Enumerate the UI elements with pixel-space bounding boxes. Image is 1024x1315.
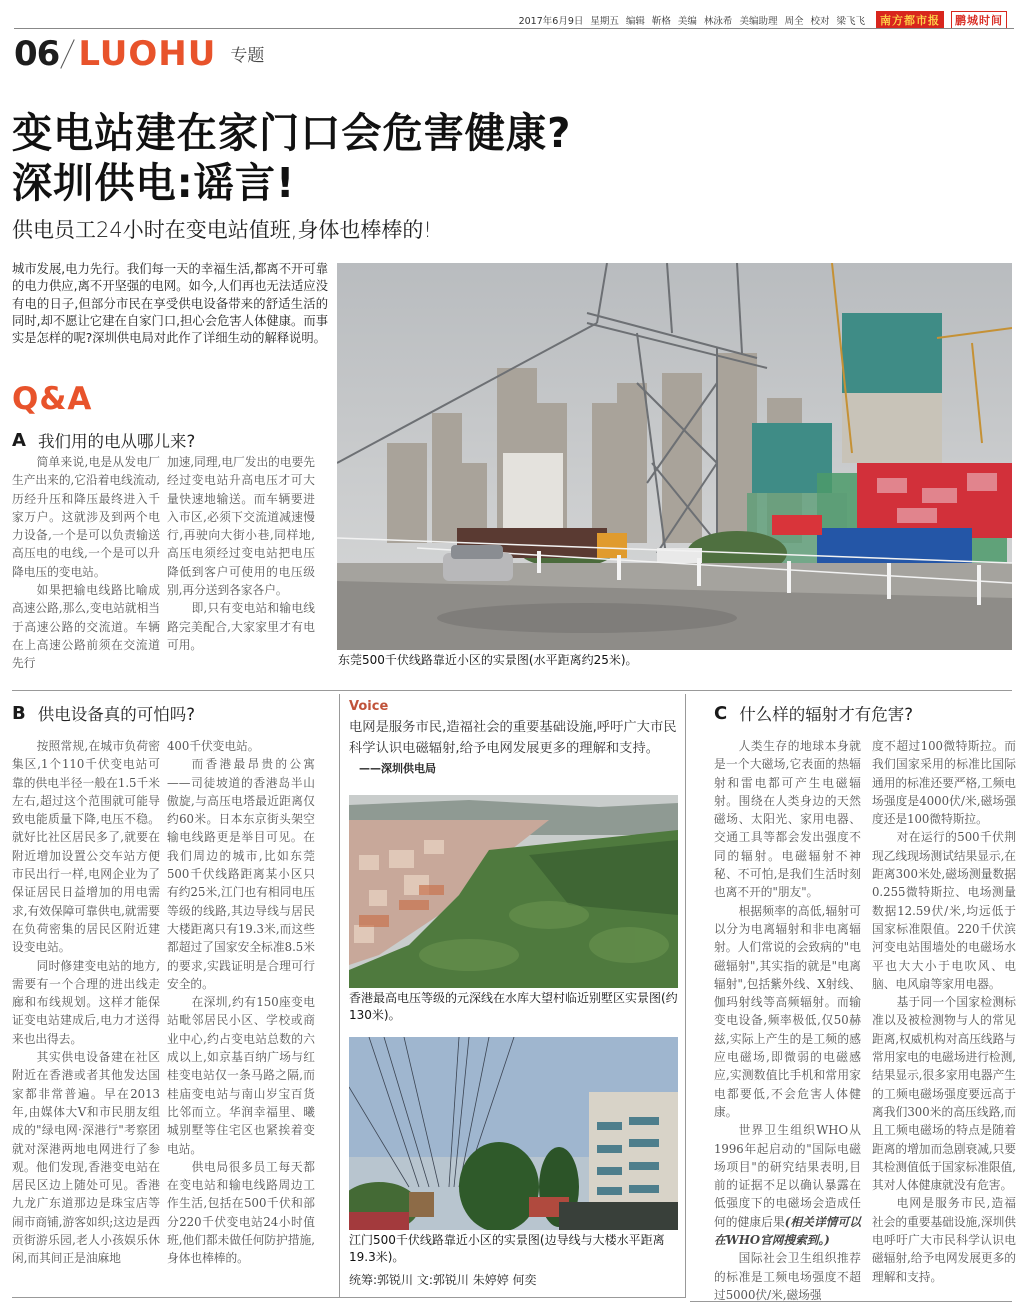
section-letter: B xyxy=(12,702,26,724)
powerlines-apartment-photo xyxy=(349,1037,678,1230)
paragraph: 其实供电设备建在社区附近在香港或者其他发达国家都非常普遍。早在2013年,由媒体大V和市民朋友组成的"绿电网·深港行"考察团就对深港两地电网进行了参观。他们发现,香港变电站在居民区边上随处可见。香港九龙广东道那边是珠宝店等闹市商铺,游客如织;这边是西贡街游乐园,老人小孩娱乐休闲,而其间正是油麻地 xyxy=(12,1050,160,1266)
who-note: (相关详情可以在WHO官网搜索到。) xyxy=(714,1214,861,1248)
paragraph xyxy=(714,1121,861,1249)
hk-photo xyxy=(349,795,678,988)
credit-name: 林泳希 xyxy=(703,16,733,27)
paragraph: 根据频率的高低,辐射可以分为电离辐射和非电离辐射。人们常说的会致病的"电磁辐射",其实指的就是"电离辐射",包括紫外线、X射线、伽玛射线等高频辐射。而输变电设备,频率极低,仅50赫兹,实际上产生的是工频的感应电磁场,即微弱的电磁感应,实测数值比手机和常用家电都要低,不会危害人体健康。 xyxy=(714,903,861,1119)
bottom-rule xyxy=(340,1297,686,1298)
credit-role: 编辑 xyxy=(625,16,645,27)
paragraph: 电网是服务市民,造福社会的重要基础设施,深圳供电呼吁广大市民科学认识电磁辐射,给予电网发展更多的理解和支持。 xyxy=(872,1196,1016,1284)
credit-role: 校对 xyxy=(810,16,830,27)
section-b-column-2 xyxy=(167,737,315,1268)
credit-name: 靳格 xyxy=(651,16,671,27)
jiangmen-photo xyxy=(349,1037,678,1230)
transmission-tower-road-photo xyxy=(337,263,1012,650)
main-photo xyxy=(337,263,1012,650)
section-a-column-2 xyxy=(167,453,315,654)
section-question: 我们用的电从哪儿来? xyxy=(37,432,196,451)
paragraph: 400千伏变电站。 xyxy=(167,739,260,753)
slash-divider xyxy=(61,39,75,68)
paragraph: 简单来说,电是从发电厂生产出来的,它沿着电线流动,历经升压和降压最终进入千家万户。这就涉及到两个电力设备,一个是可以负责输送高压电的电线,一个是可以升降电压的变电站。 xyxy=(12,455,160,579)
supplement-logo: 鹏城时间 xyxy=(951,11,1007,29)
credit-role: 美编助理 xyxy=(739,16,778,27)
voice-quote-text: 电网是服务市民,造福社会的重要基础设施,呼吁广大市民科学认识电磁辐射,给予电网发展更多的理解和支持。 xyxy=(349,720,677,756)
byline: 统筹:郭锐川 文:郭锐川 朱婷婷 何奕 xyxy=(349,1273,537,1287)
paragraph: 人类生存的地球本身就是一个大磁场,它表面的热辐射和雷电都可产生电磁辐射。围绕在人类身边的天然磁场、太阳光、家用电器、交通工具等都会发出强度不同的辐射。电磁辐射不神秘、不可怕,是我们生活时刻也离不开的"朋友"。 xyxy=(714,739,861,900)
paragraph: 如果把输电线路比喻成高速公路,那么,变电站就相当于高速公路的交流道。车辆在上高速公路前须在交流道先行 xyxy=(12,583,160,671)
paragraph: 国际社会卫生组织推荐的标准是工频电场强度不超过5000伏/米,磁场强 xyxy=(714,1251,861,1302)
hk-photo-caption: 香港最高电压等级的元深线在水库大望村临近别墅区实景图(约130米)。 xyxy=(349,991,678,1022)
paragraph: 供电局很多员工每天都在变电站和输电线路周边工作生活,包括在500千伏和部分220千伏变电站24小时值班,他们都未做任何防护措施,身体也棒棒的。 xyxy=(167,1159,315,1266)
subsection-name: 专题 xyxy=(230,46,265,66)
intro-paragraph: 城市发展,电力先行。我们每一天的幸福生活,都离不开可靠的电力供应,离不开坚强的电网。如今,人们再也无法适应没有电的日子,但部分市民在享受供电设备带来的舒适生活的同时,却不愿让它建在自家门口,担心会危害人体健康。而事实是怎样的呢?深圳供电局对此作了详细生动的解释说明。 xyxy=(12,262,328,346)
paragraph: 在深圳,约有150座变电站毗邻居民小区、学校或商业中心,约占变电站总数的六成以上,如京基百纳广场与红桂变电站仅一条马路之隔,而桂庙变电站与南山岁宝百货比邻而立。华润幸福里、曦城别墅等住宅区也紧挨着变电站。 xyxy=(167,995,315,1156)
paragraph: 加速,同理,电厂发出的电要先经过变电站升高电压才可大量快速地输送。而车辆要进入市区,必须下交流道减速慢行,再驶向大街小巷,同样地,高压电须经过变电站把电压降低到客户可使用的电压级别,再分送到各家各户。 xyxy=(167,455,315,598)
paragraph: 即,只有变电站和输电线路完美配合,大家家里才有电可用。 xyxy=(167,601,315,652)
issue-weekday: 星期五 xyxy=(590,16,619,27)
bottom-rule xyxy=(12,1297,340,1298)
credit-name: 周全 xyxy=(784,16,804,27)
dateline xyxy=(519,11,1010,29)
section-question: 供电设备真的可怕吗? xyxy=(37,705,195,724)
paragraph: 按照常规,在城市负荷密集区,1个110千伏变电站可靠的供电半径一般在1.5千米左右,超过这个范围就可能导致电能质量下降,电压不稳。就好比社区居民多了,就要在附近增加设置公交车站方便市民出行一样,电网企业为了保证居民日益增加的用电需求,有效保障可靠供电,就需要在负荷密集的居民区附近建设变电站。 xyxy=(12,739,160,955)
headline-line1: 变电站建在家门口会危害健康? xyxy=(12,109,572,157)
paragraph: 而香港最昂贵的公寓——司徒坡道的香港岛半山傲旋,与高压电塔最近距离仅约60米。日本东京街头架空输电线路更是举目可见。在我们周边的城市,比如东莞500千伏线路距离某小区只有约25米,江门也有相同电压等级的线路,其边导线与居民大楼距离只有19.3米,而这些都超过了国家安全标准8.5米的要求,实践证明是合理可行安全的。 xyxy=(167,757,315,991)
section-c-column-2 xyxy=(872,737,1016,1286)
section-b-column-1 xyxy=(12,737,160,1268)
credit-name: 梁飞飞 xyxy=(836,16,865,27)
jiangmen-photo-caption: 江门500千伏线路靠近小区的实景图(边导线与大楼水平距离19.3米)。 xyxy=(349,1233,665,1264)
paragraph-text: 世界卫生组织WHO从1996年起启动的"国际电磁场项目"的研究结果表明,目前的证据不足以确认暴露在低强度下的电磁场会造成任何的健康后果 xyxy=(714,1123,861,1229)
section-letter: A xyxy=(12,429,26,451)
voice-quote xyxy=(349,718,679,780)
paragraph: 度不超过100微特斯拉。而我们国家采用的标准比国际通用的标准还要严格,工频电场强度是4000伏/米,磁场强度还是100微特斯拉。 xyxy=(872,739,1016,827)
column-divider xyxy=(685,694,686,1297)
paragraph: 对在运行的500千伏荆现乙线现场测试结果显示,在距离300米处,磁场测量数据0.255微特斯拉、电场测量数据12.59伏/米,均远低于国家标准限值。220千伏滨河变电站围墙处的电磁场水平也大大小于电吹风、电脑、电风扇等家用电器。 xyxy=(872,830,1016,991)
section-divider xyxy=(12,690,1012,691)
section-letter: C xyxy=(714,702,728,724)
section-a-column-1 xyxy=(12,453,160,673)
page-number: 06 xyxy=(14,34,60,74)
headline-line2: 深圳供电:谣言! xyxy=(12,159,296,207)
headline xyxy=(12,108,583,208)
paragraph: 同时修建变电站的地方,需要有一个合理的进出线走廊和布线规划。这样才能保证变电站建成后,电力才送得来也出得去。 xyxy=(12,958,160,1046)
section-c-heading xyxy=(714,701,913,725)
aerial-forest-village-photo xyxy=(349,795,678,988)
section-a-heading xyxy=(12,428,195,452)
main-photo-caption: 东莞500千伏线路靠近小区的实景图(水平距离约25米)。 xyxy=(338,653,638,667)
newspaper-logo: 南方都市报 xyxy=(876,11,944,29)
section-name: LUOHU xyxy=(78,34,217,74)
section-b-heading xyxy=(12,701,195,725)
voice-source: ——深圳供电局 xyxy=(359,762,436,775)
qa-label: Q&A xyxy=(12,381,93,417)
section-c-column-1 xyxy=(714,737,861,1304)
credit-role: 美编 xyxy=(677,16,697,27)
voice-label: Voice xyxy=(349,699,389,714)
page-header xyxy=(14,32,264,72)
issue-date: 2017年6月9日 xyxy=(518,16,584,27)
masthead-rule xyxy=(14,28,1014,29)
section-question: 什么样的辐射才有危害? xyxy=(739,705,913,724)
subheadline: 供电员工24小时在变电站值班,身体也棒棒的! xyxy=(12,218,432,242)
column-divider xyxy=(339,694,340,1297)
paragraph: 基于同一个国家检测标准以及被检测物与人的常见距离,权威机构对高压线路与常用家电的电磁场进行检测,结果显示,很多家用电器产生的工频电磁场强度要远高于离我们300米的高压线路,而且工频电磁场的特点是随着距离的增加而急剧衰减,只要其检测值低于国家标准限值,其对人体健康就没有危害。 xyxy=(872,995,1016,1193)
